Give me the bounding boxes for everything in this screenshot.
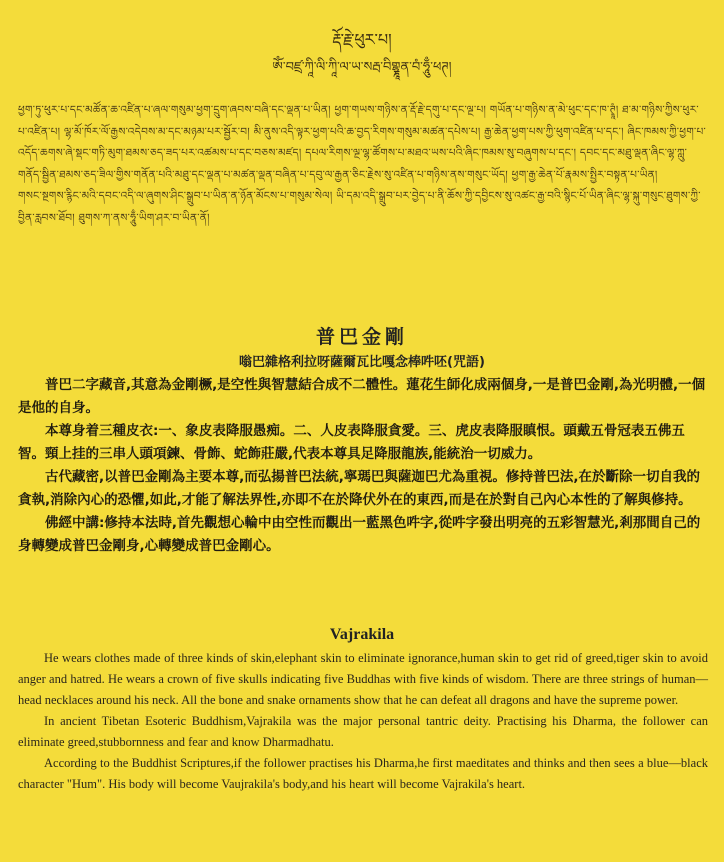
chinese-text: [18, 374, 710, 558]
chinese-paragraph: 佛經中講:修持本法時,首先觀想心輪中由空性而觀出一藍黑色吽字,從吽字發出明亮的五彩智慧光,剎那間自己的身轉變成普巴金剛身,心轉變成普巴金剛心。: [18, 515, 701, 554]
english-paragraph: In ancient Tibetan Esoteric Buddhism,Vajrakila was the major personal tantric deity. Practising his Dharma, the follower can eliminate greed,stubbornness and fear and know Dharmadhatu.: [18, 714, 708, 749]
tibetan-text: [18, 100, 708, 229]
english-title: Vajrakila: [329, 626, 395, 643]
chinese-paragraph: 古代藏密,以普巴金剛為主要本尊,而弘揚普巴法統,寧瑪巴與薩迦巴尤為重視。修持普巴法,在於斷除一切自我的貪執,消除內心的恐懼,如此,才能了解法界性,亦即不在於降伏外在的東西,而是在於對自己內心本性的了解與修持。: [18, 469, 701, 508]
chinese-title: 普巴金剛: [315, 326, 408, 348]
chinese-paragraph: 普巴二字藏音,其意為金剛橛,是空性與智慧結合成不二體性。蓮花生師化成兩個身,一是普巴金剛,為光明體,一個是他的自身。: [18, 377, 706, 416]
english-paragraph: According to the Buddhist Scriptures,if the follower practises his Dharma,he first maeditates and thinks and then sees a blue—black character "Hum". His body will become Vaujrakila's body,and his heart will become Vajrakila's heart.: [18, 756, 708, 791]
tibetan-paragraph: ཕྱག་ཏུ་ཕུར་པ་དང་མཚོན་ཆ་འཛིན་པ་ཞལ་གསུམ་ཕྱག་དྲུག་ཞབས་བཞི་དང་ལྡན་པ་ཡིན། ཕྱག་གཡས་གཉིས་ན་རྡོ་རྗེ་དགུ་པ་དང་ལྔ་པ། གཡོན་པ་གཉིས་ན་མེ་ཕུང་དང་ཁ་ཊྭཱཾ། ཐ་མ་གཉིས་ཀྱིས་ཕུར་པ་འཛིན་པ། ལྷ་མོ་ཁོར་ལོ་རྒྱས་འདེབས་མ་དང་མཉམ་པར་སྦྱོར་བ། མི་ནུས་འདི་ལྟར་ཕྱག་པའི་ཆ་བྱད་རིགས་གསུམ་མཚན་དཔེས་པ། རྒྱ་ཆེན་ཕྱག་པས་ཀྱི་ཕུག་འཛིན་པ་དང་། ཞིང་ཁམས་ཀྱི་ཕྱག་པ་འདོད་ཆགས་ཞེ་སྡང་གཏི་མུག་ཐམས་ཅད་ཟད་པར་འཚམས་པ་དང་བཅས་མཛད། དཔལ་རིགས་ལྔ་ལྷ་ཚོགས་པ་མཐའ་ཡས་པའི་ཞིང་ཁམས་སུ་བཞུགས་པ་དང་། དབང་དང་མཐུ་ལྡན་ཞིང་ལྷ་ཀླུ་གནོད་སྦྱིན་ཐམས་ཅད་ཟིལ་གྱིས་གནོན་པའི་མཐུ་དང་ལྡན་པ་མཚན་ལྡན་བཞིན་པ་དབུ་ལ་རྒྱན་ཅིང་རྗེས་སུ་འཛིན་པ་གཉིས་ནས་གསུང་ཡོད། ཕྱག་རྒྱ་ཆེན་པོ་རྣམས་སྤྱིར་བསྟན་པ་ཡིན།: [18, 104, 707, 181]
english-text: [18, 648, 708, 795]
english-paragraph: He wears clothes made of three kinds of skin,elephant skin to eliminate ignorance,human skin to get rid of greed,tiger skin to avoid anger and hatred. He wears a crown of five skulls indicating five Buddhas with five kinds of wisdom. There are three strings of human—head necklaces around his neck. All the bone and snake ornaments show that he can defeat all dragons and have the supreme power.: [18, 651, 708, 707]
chinese-mantra: 嗡巴雜格利拉呀薩爾瓦比嘎念棒吽呸(咒語): [239, 355, 485, 370]
tibetan-title: རྡོ་རྗེ་ཕུར་པ།: [332, 30, 392, 49]
tibetan-paragraph: གསང་སྔགས་རྙིང་མའི་དབང་འདི་ལ་ཞུགས་ཤིང་སྒྲུབ་པ་ཡིན་ན་ཉོན་མོངས་པ་གསུམ་སེལ། ཡི་དམ་འདི་སྒྲུབ་པར་བྱེད་པ་ནི་ཆོས་ཀྱི་དབྱིངས་སུ་འཚང་རྒྱ་བའི་སྙིང་པོ་ཡིན་ཞིང་ལྷ་སྐུ་གསུང་ཐུགས་ཀྱི་བྱིན་རླབས་ཐོབ། ཐུགས་ཀ་ནས་ཧཱུྃ་ཡིག་ཤར་བ་ཡིན་ནོ།: [18, 190, 701, 224]
tibetan-mantra: ཨོཾ་བཛྲ་ཀཱི་ལི་ཀཱི་ལ་ཡ་སརྦ་བིགྷྣཱན་བཾ་ཧཱུྃ་ཕཊ།: [272, 60, 452, 75]
chinese-paragraph: 本尊身着三種皮衣:一、象皮表降服愚痴。二、人皮表降服貪愛。三、虎皮表降服瞋恨。頭戴五骨冠表五佛五智。頸上挂的三串人頭項鍊、骨飾、蛇飾莊嚴,代表本尊具足降服龍族,能統治一切威力。: [18, 423, 685, 462]
